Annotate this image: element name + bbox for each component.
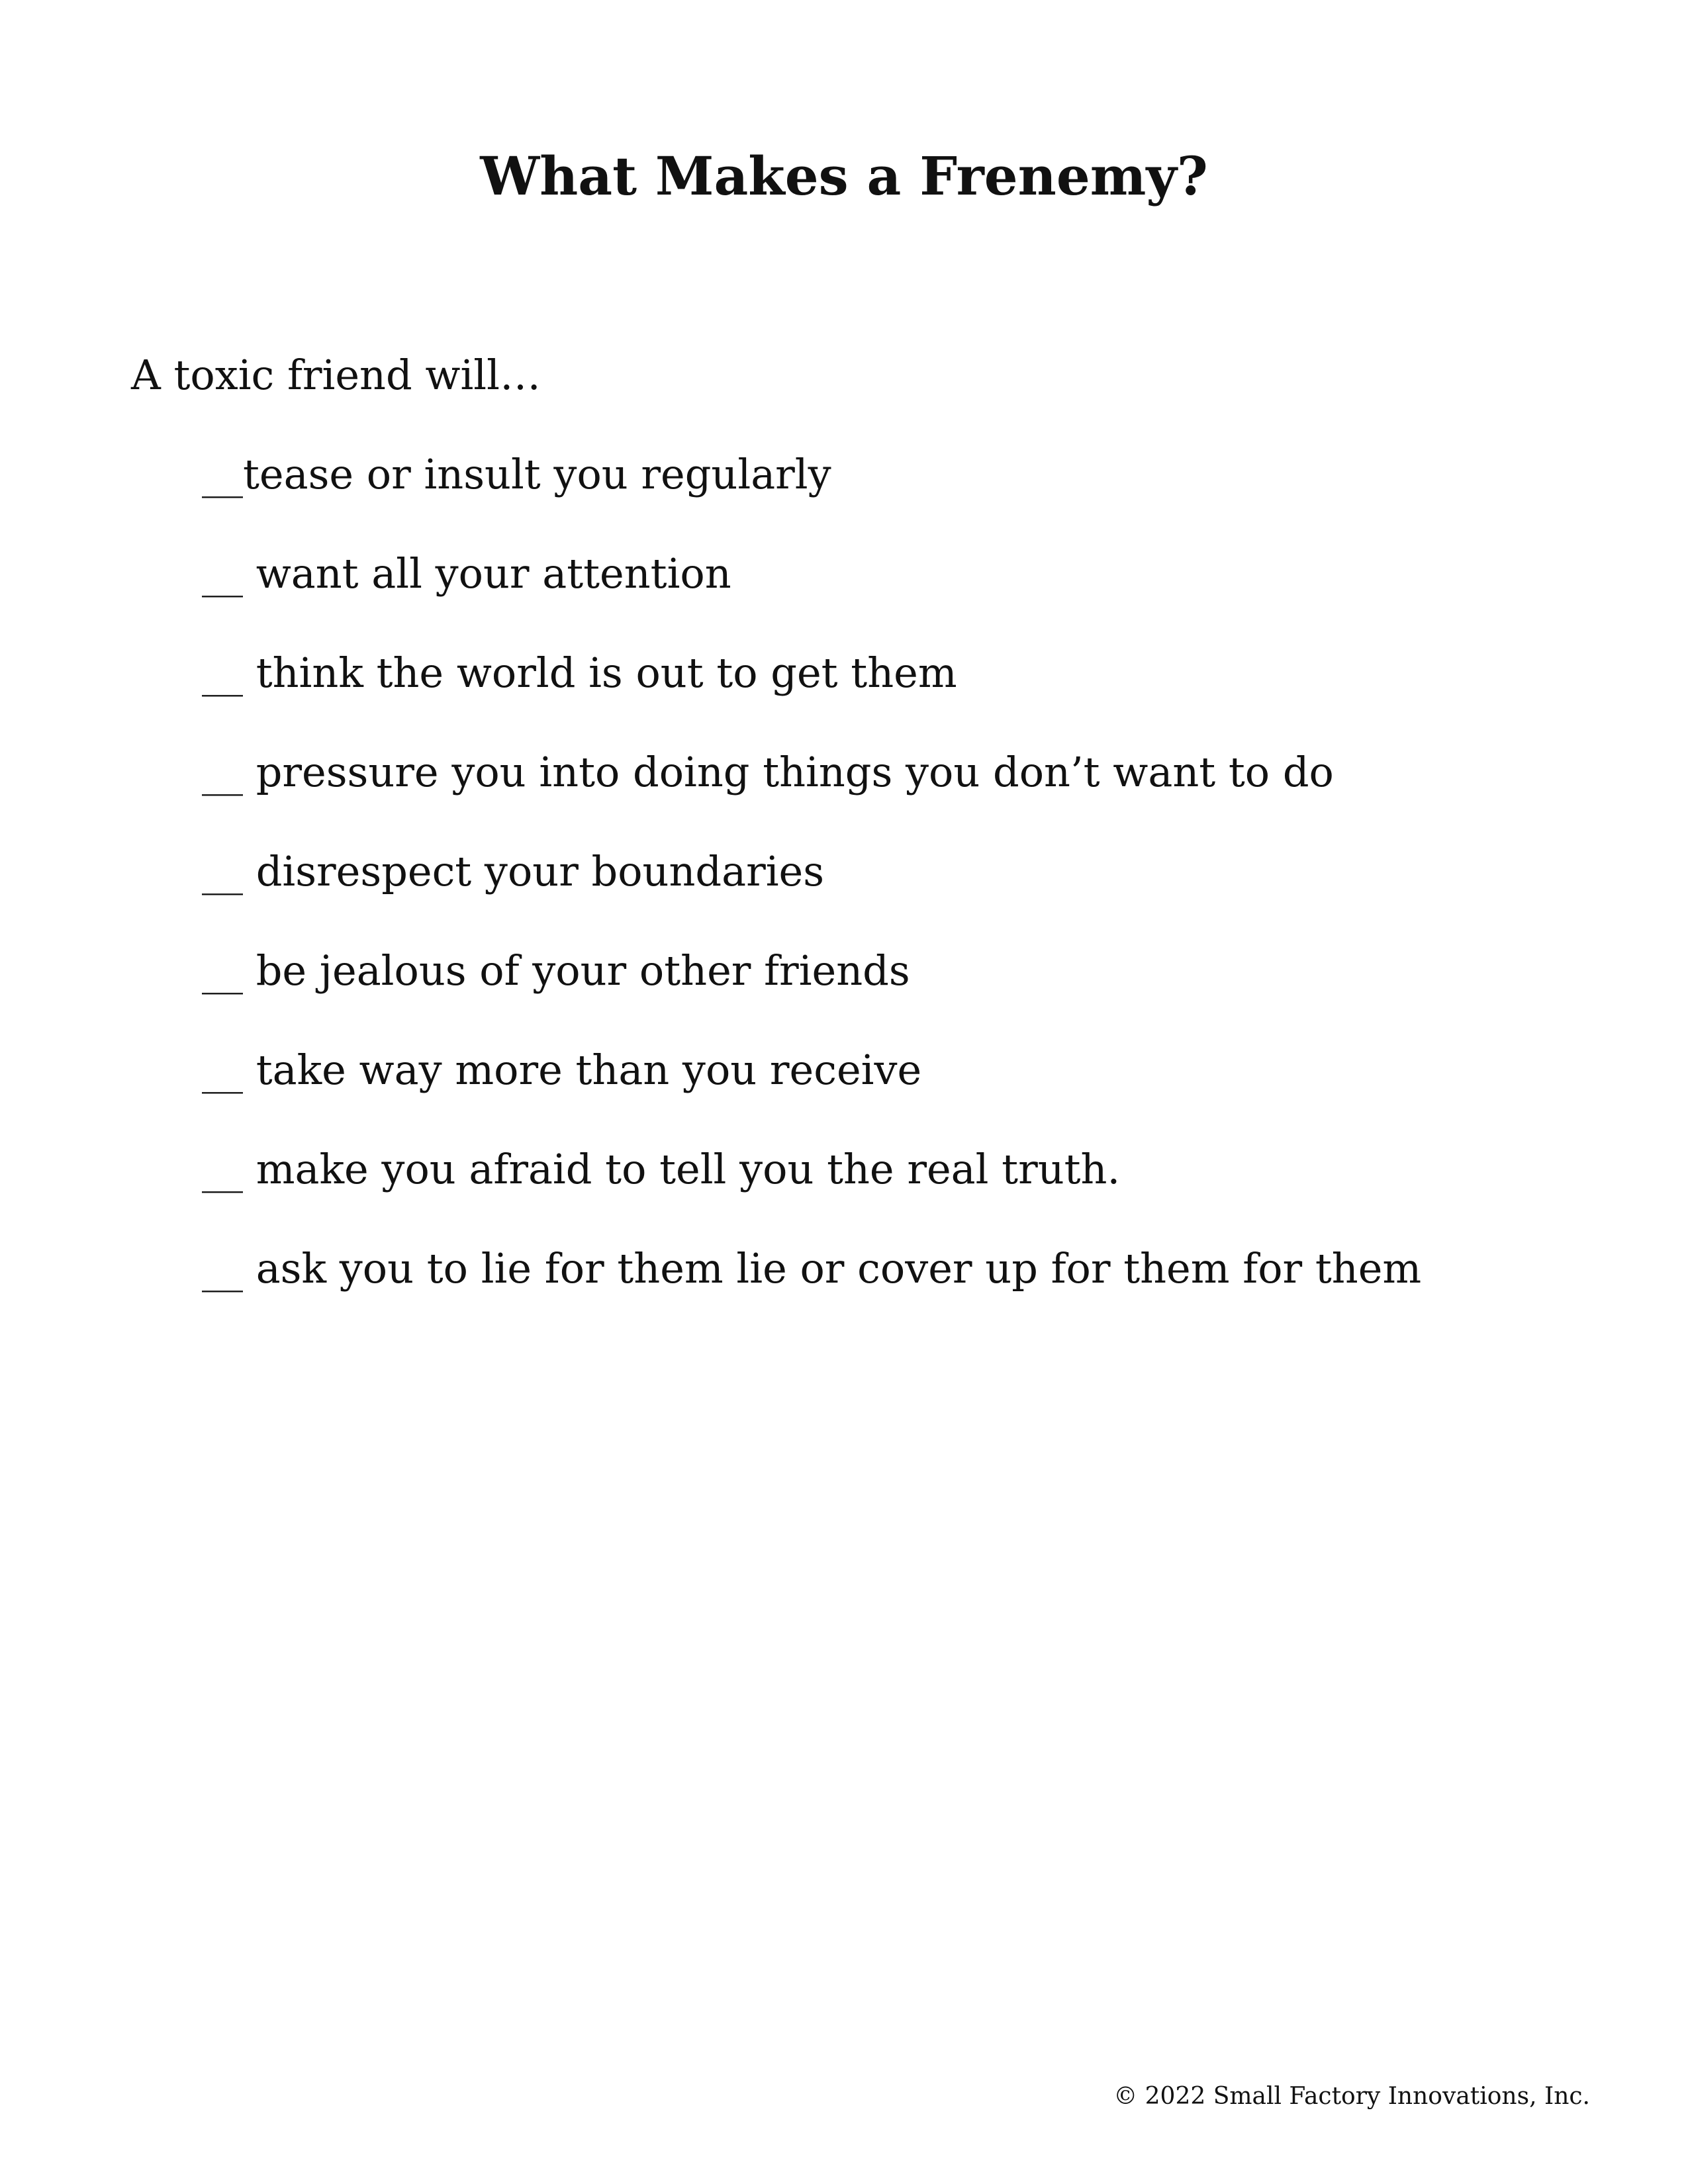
checklist-item: __ pressure you into doing things you don’t want to do <box>202 748 1334 796</box>
checklist-item: __ think the world is out to get them <box>202 649 957 697</box>
checklist <box>202 450 1421 1343</box>
intro-text: A toxic friend will… <box>131 351 541 399</box>
checklist-item: __ want all your attention <box>202 549 731 598</box>
checklist-item: __ make you afraid to tell you the real truth. <box>202 1145 1121 1193</box>
copyright-footer: © 2022 Small Factory Innovations, Inc. <box>1113 2083 1590 2110</box>
checklist-item: __tease or insult you regularly <box>202 450 831 498</box>
checklist-item: __ be jealous of your other friends <box>202 946 910 995</box>
checklist-item: __ take way more than you receive <box>202 1046 922 1094</box>
checklist-item: __ ask you to lie for them lie or cover up for them for them <box>202 1244 1422 1293</box>
checklist-item: __ disrespect your boundaries <box>202 847 825 895</box>
page-title: What Makes a Frenemy? <box>480 145 1208 207</box>
